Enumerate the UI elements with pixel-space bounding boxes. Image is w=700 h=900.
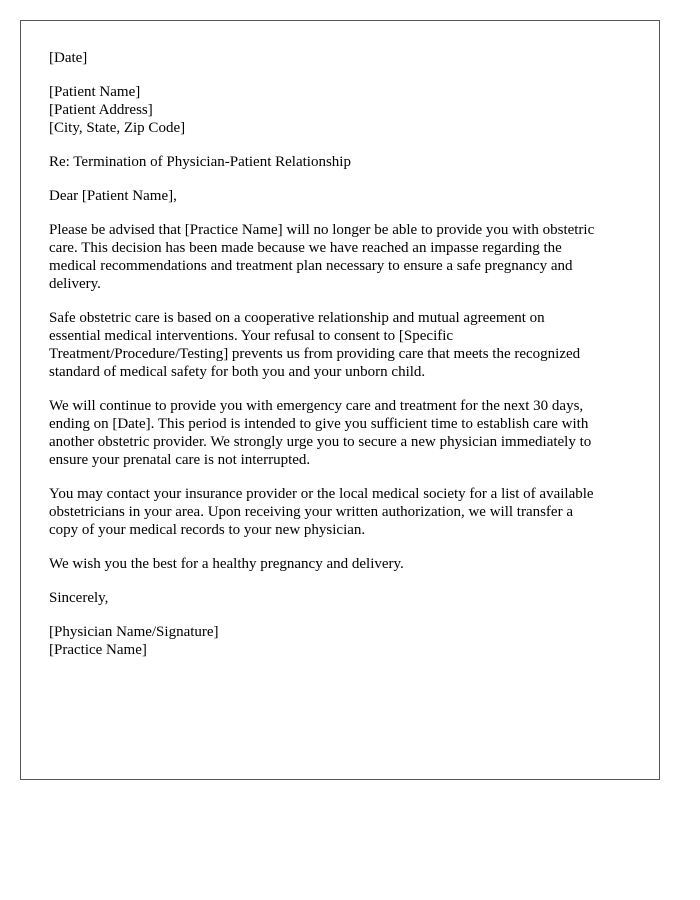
salutation (49, 187, 631, 205)
text-line: Treatment/Procedure/Testing] prevents us from providing care that meets the recognized (49, 346, 581, 362)
recipient-address-block (49, 83, 631, 137)
text-line: Safe obstetric care is based on a cooperative relationship and mutual agreement on (49, 310, 545, 326)
text-line: another obstetric provider. We strongly urge you to secure a new physician immediately to (49, 434, 592, 450)
body-paragraph-3 (49, 397, 631, 469)
subject-line (49, 153, 631, 171)
text-line: We will continue to provide you with emergency care and treatment for the next 30 days, (49, 398, 584, 414)
text-line: You may contact your insurance provider or the local medical society for a list of available (49, 486, 594, 502)
text-line: [Patient Address] (49, 102, 153, 118)
body-paragraph-2 (49, 309, 631, 381)
text-line: Re: Termination of Physician-Patient Relationship (49, 154, 351, 170)
text-line: standard of medical safety for both you and your unborn child. (49, 364, 426, 380)
text-line: [Date] (49, 50, 88, 66)
text-line: Please be advised that [Practice Name] will no longer be able to provide you with obstetric (49, 222, 595, 238)
body-paragraph-5 (49, 555, 631, 573)
body-paragraph-1 (49, 221, 631, 293)
text-line: obstetricians in your area. Upon receiving your written authorization, we will transfer a (49, 504, 573, 520)
text-line: ensure your prenatal care is not interrupted. (49, 452, 311, 468)
text-line: [Physician Name/Signature] (49, 624, 219, 640)
closing (49, 589, 631, 607)
signature-block (49, 623, 631, 659)
text-line: Dear [Patient Name], (49, 188, 177, 204)
text-line: [Patient Name] (49, 84, 141, 100)
text-line: ending on [Date]. This period is intended to give you sufficient time to establish care with (49, 416, 589, 432)
text-line: essential medical interventions. Your refusal to consent to [Specific (49, 328, 454, 344)
text-line: [Practice Name] (49, 642, 147, 658)
date-block (49, 49, 631, 67)
text-line: delivery. (49, 276, 101, 292)
letter-page (20, 20, 660, 780)
body-paragraph-4 (49, 485, 631, 539)
text-line: care. This decision has been made because we have reached an impasse regarding the (49, 240, 562, 256)
text-line: Sincerely, (49, 590, 109, 606)
text-line: [City, State, Zip Code] (49, 120, 186, 136)
text-line: medical recommendations and treatment plan necessary to ensure a safe pregnancy and (49, 258, 573, 274)
text-line: copy of your medical records to your new physician. (49, 522, 366, 538)
text-line: We wish you the best for a healthy pregnancy and delivery. (49, 556, 404, 572)
